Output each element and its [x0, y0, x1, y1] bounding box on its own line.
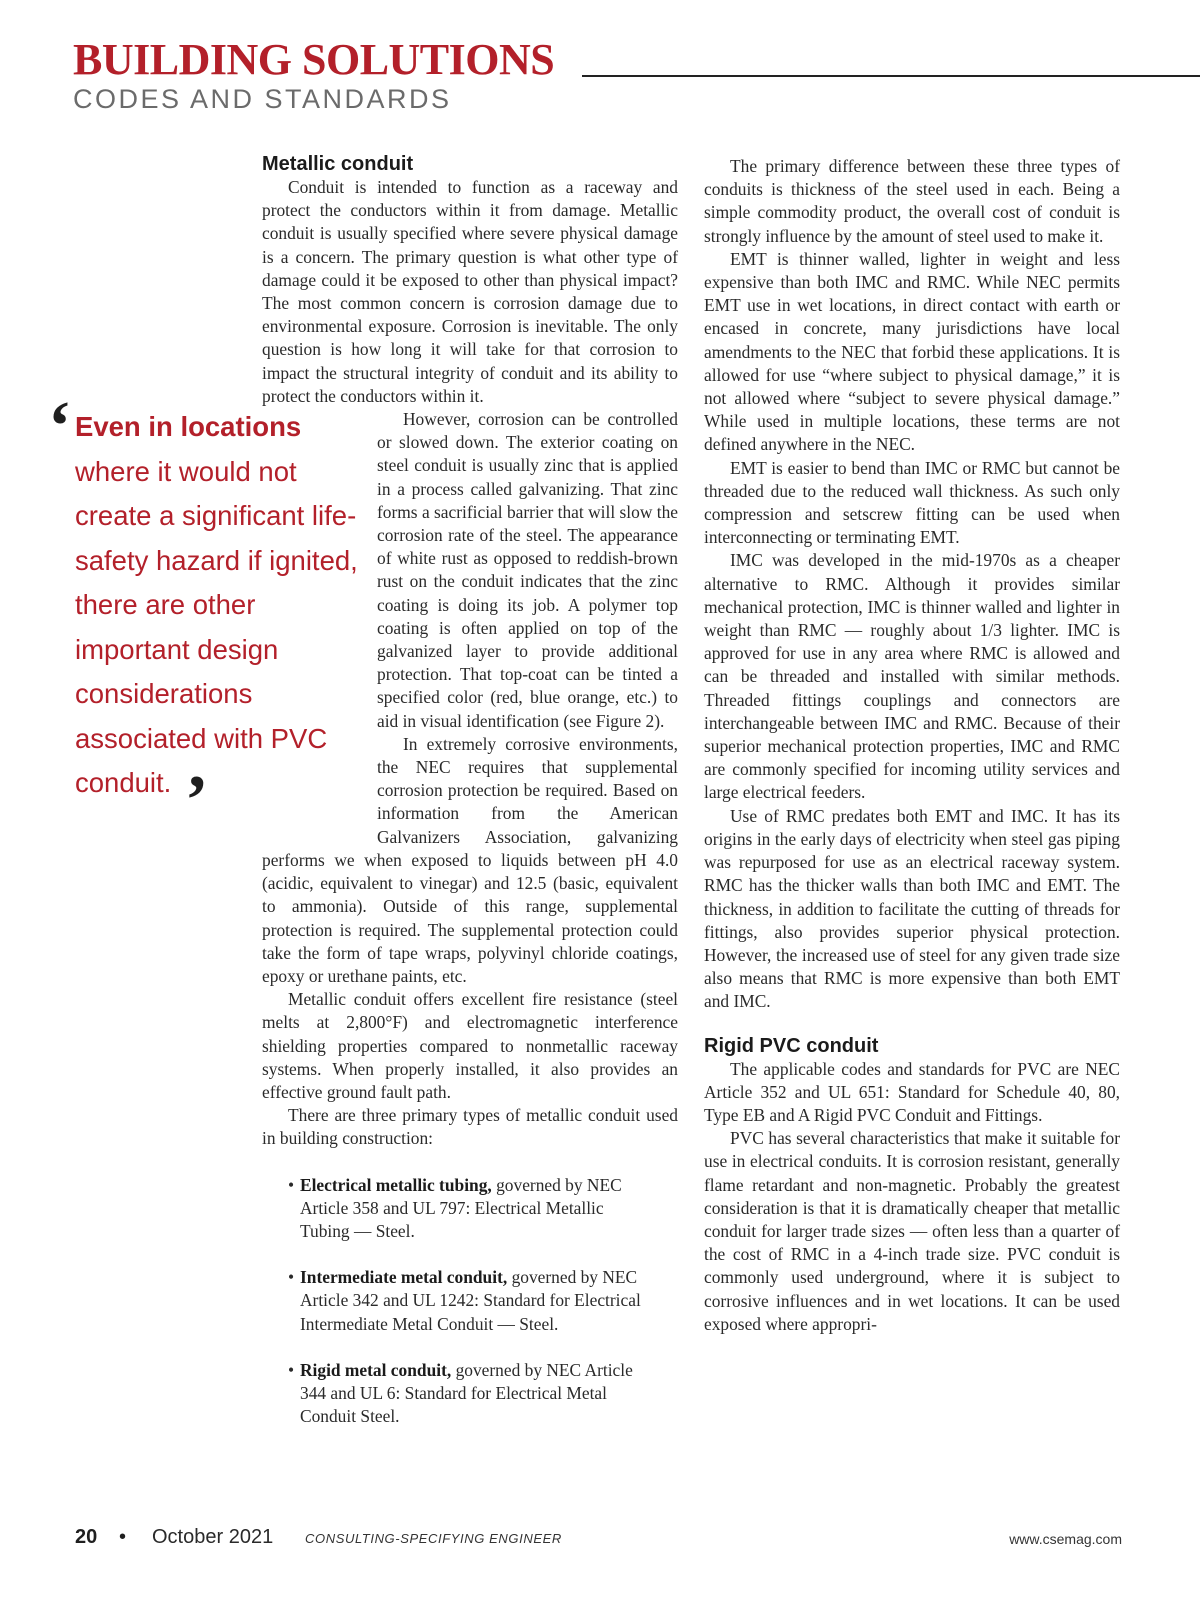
website-url: www.csemag.com	[1009, 1531, 1122, 1547]
page-number: 20	[75, 1526, 98, 1548]
list-item-term: Electrical metallic tubing,	[300, 1174, 492, 1195]
close-quote-mark: ’	[185, 762, 209, 839]
section-title: BUILDING SOLUTIONS	[73, 35, 555, 84]
magazine-name: CONSULTING-SPECIFYING ENGINEER	[305, 1531, 562, 1546]
body-paragraph: In extremely corrosive environments, the NEC requires that supplemental corrosion protection be required. Based on information from the American Galvanizers Association, galvanizing performs we when exposed to liquids between pH 4.0 (acidic, equivalent to vinegar) and 12.5 (basic, equivalent to ammonia). Outside of this range, supplemental protection is required. The supplemental protection could take the form of tape wraps, polyvinyl chloride coatings, epoxy or urethane paints, etc.	[262, 733, 678, 986]
list-item-text: governed by NEC Article 344 and UL 6: Standard for Electrical Metal Conduit Steel.	[300, 1359, 633, 1427]
header-rule	[582, 75, 1200, 77]
bullet-icon: •	[288, 1267, 295, 1288]
body-paragraph: IMC was developed in the mid-1970s as a cheaper alternative to RMC. Although it provides similar mechanical protection, IMC is thinner walled and lighter in weight than RMC — roughly about 1/3 lighter. IMC is approved for use in any area where RMC is allowed and can be threaded and installed with similar methods. Threaded fittings couplings and connectors are interchangeable between IMC and RMC. Because of their superior mechanical protection properties, IMC and RMC are commonly specified for incoming utility services and large electrical feeders.	[704, 550, 1120, 803]
body-paragraph: EMT is easier to bend than IMC or RMC but cannot be threaded due to the reduced wall thickness. As such only compression and setscrew fitting can be used when interconnecting or terminating EMT.	[704, 457, 1120, 548]
list-item-text: governed by NEC Article 342 and UL 1242: Standard for Electrical Intermediate Metal Conduit — Steel.	[300, 1267, 641, 1334]
heading-rigid-pvc-conduit: Rigid PVC conduit	[704, 1034, 879, 1057]
bullet-icon: •	[288, 1359, 295, 1380]
right-column	[704, 155, 1120, 1336]
open-quote-mark: ‘	[48, 388, 72, 465]
list-item-text: governed by NEC Article 358 and UL 797: Electrical Metallic Tubing — Steel.	[300, 1174, 622, 1241]
list-item	[262, 1359, 678, 1429]
bullet-icon: •	[288, 1174, 295, 1195]
left-column	[262, 152, 678, 1451]
body-paragraph: There are three primary types of metallic conduit used in building construction:	[262, 1105, 678, 1149]
heading-metallic-conduit: Metallic conduit	[262, 153, 414, 175]
body-paragraph: EMT is thinner walled, lighter in weight and less expensive than both IMC and RMC. While NEC permits EMT use in wet locations, in direct contact with earth or encased in concrete, many jurisdictions have local amendments to the NEC that forbid these applications. It is allowed for use “where subject to physical damage,” it is not allowed where “subject to severe physical damage.” While used in multiple locations, these terms are not defined anywhere in the NEC.	[704, 248, 1120, 455]
pull-quote-wrap-space	[262, 408, 377, 844]
section-subtitle: CODES AND STANDARDS	[73, 84, 452, 114]
body-paragraph: Conduit is intended to function as a raceway and protect the conductors within it from damage. Metallic conduit is usually specified where severe physical damage is a concern. The primary question is what other type of damage could it be exposed to other than physical impact? The most common concern is corrosion damage due to environmental exposure. Corrosion is inevitable. The only question is how long it will take for that corrosion to impact the structural integrity of conduit and its ability to protect the conductors within it.	[262, 177, 678, 406]
list-item-term: Intermediate metal conduit,	[300, 1267, 508, 1288]
body-paragraph: Metallic conduit offers excellent fire resistance (steel melts at 2,800°F) and electromagnetic interference shielding properties compared to nonmetallic raceway systems. When properly installed, it also provides an effective ground fault path.	[262, 989, 678, 1102]
body-paragraph: However, corrosion can be controlled or slowed down. The exterior coating on steel conduit is usually zinc that is applied in a process called galvanizing. That zinc forms a sacrificial barrier that will slow the corrosion rate of the steel. The appearance of white rust as opposed to reddish-brown rust on the conduit indicates that the zinc coating is doing its job. A polymer top coating is often applied on top of the galvanized layer to provide additional protection. That top-coat can be tinted a specified color (red, blue orange, etc.) to aid in visual identification (see Figure 2).	[377, 409, 678, 731]
conduit-types-list	[262, 1174, 678, 1429]
body-paragraph: PVC has several characteristics that make it suitable for use in electrical conduits. It is corrosion resistant, generally flame retardant and non-magnetic. Probably the greatest consideration is that it is dramatically cheaper that metallic conduit for larger trade sizes — often less than a quarter of the cost of RMC in a 4-inch trade size. PVC conduit is commonly used underground, where it is subject to corrosive influences and in wet locations. It can be used exposed where appropri-	[704, 1128, 1120, 1334]
list-item	[262, 1266, 678, 1336]
pull-quote-text: where it would not create a significant life-safety hazard if ignited, there are other important design considerations associated with PVC conduit.	[75, 455, 358, 798]
footer-separator: •	[119, 1526, 127, 1548]
list-item-term: Rigid metal conduit,	[300, 1359, 452, 1380]
body-paragraph: Use of RMC predates both EMT and IMC. It has its origins in the early days of electricity when steel gas piping was repurposed for use as an electrical raceway system. RMC has the thicker walls than both IMC and EMT. The thickness, in addition to facilitate the cutting of threads for fittings, also provides superior physical protection. However, the increased use of steel for any given trade size also means that RMC is more expensive than both EMT and IMC.	[704, 805, 1120, 1012]
list-item	[262, 1174, 678, 1244]
pull-quote-lead: Even in locations	[75, 411, 302, 442]
body-paragraph: The applicable codes and standards for PVC are NEC Article 352 and UL 651: Standard for Schedule 40, 80, Type EB and A Rigid PVC Conduit and Fittings.	[704, 1058, 1120, 1125]
issue-date: October 2021	[152, 1526, 274, 1548]
body-paragraph: The primary difference between these three types of conduits is thickness of the steel used in each. Being a simple commodity product, the overall cost of conduit is strongly influence by the amount of steel used to make it.	[704, 156, 1120, 246]
